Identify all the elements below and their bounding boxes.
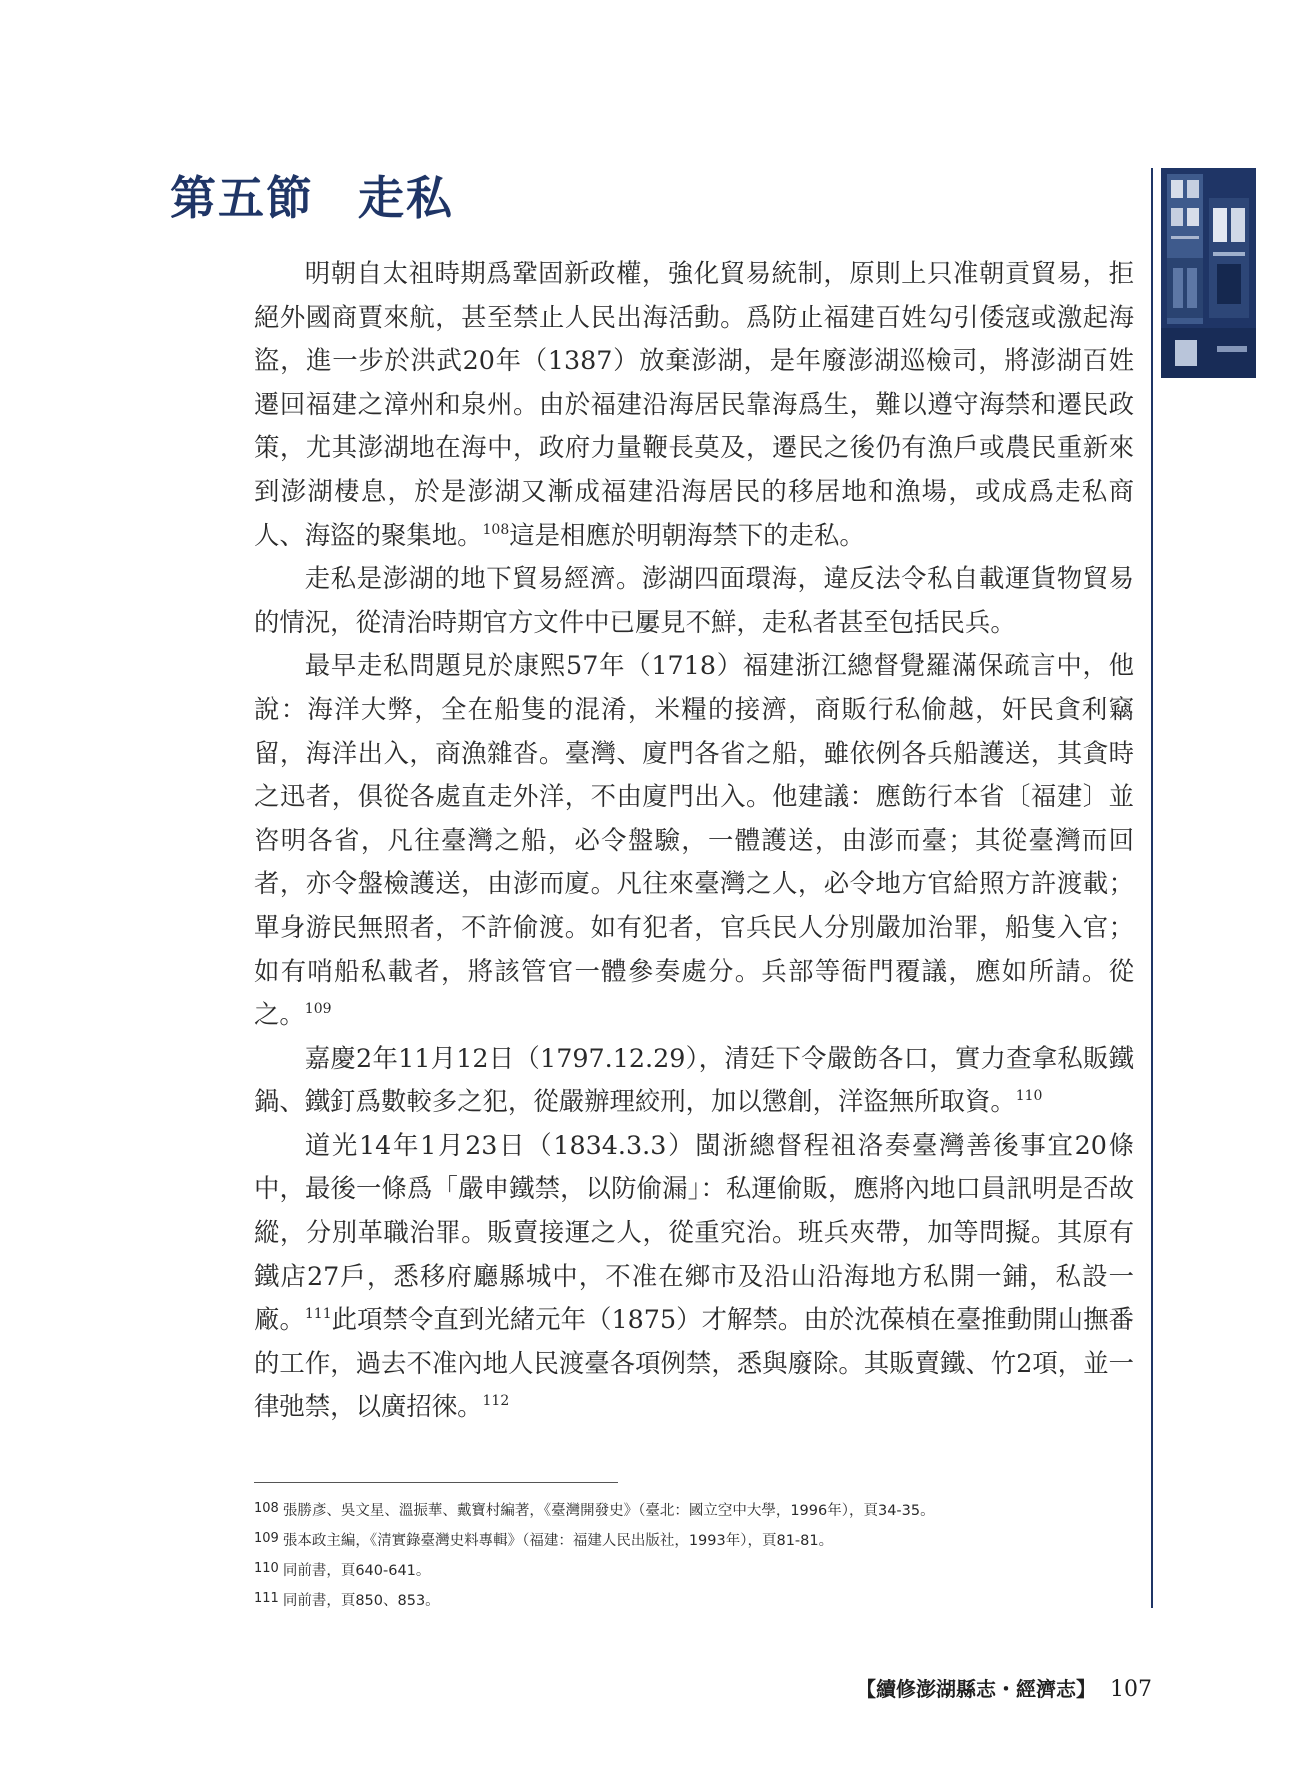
paragraph-text: 此項禁令直到光緒元年（1875）才解禁。由於沈葆楨在臺推動開山撫番的工作，過去不准內地人民渡臺各項例禁，悉與廢除。其販賣鐵、竹2項，並一律弛禁，以廣招徠。 bbox=[254, 1304, 1135, 1422]
footnote-ref[interactable]: 110 bbox=[1015, 1088, 1043, 1105]
footnote-number: 111 bbox=[254, 1591, 279, 1606]
section-heading bbox=[170, 162, 454, 228]
footnote-item bbox=[254, 1525, 1134, 1555]
paragraph-4 bbox=[254, 1037, 1134, 1124]
footnote-ref[interactable]: 111 bbox=[304, 1306, 332, 1323]
footnote-item bbox=[254, 1585, 1134, 1615]
footnote-item bbox=[254, 1555, 1134, 1585]
footnote-text: 同前書，頁640-641。 bbox=[282, 1563, 431, 1579]
footnote-ref[interactable]: 108 bbox=[482, 521, 510, 538]
paragraph-text: 道光14年1月23日（1834.3.3）閩浙總督程祖洛奏臺灣善後事宜20條中，最後一條爲「嚴申鐵禁，以防偷漏」：私運偷販，應將內地口員訊明是否故縱，分別革職治罪。販賣接運之人，從重究治。班兵夾帶，加等問擬。其原有鐵店27戶，悉移府廳縣城中，不准在鄉市及沿山沿海地方私開一鋪，私設一廠。 bbox=[254, 1129, 1134, 1335]
paragraph-1 bbox=[254, 252, 1134, 557]
side-divider bbox=[1151, 168, 1153, 1608]
paragraph-text: 最早走私問題見於康熙57年（1718）福建浙江總督覺羅滿保疏言中，他說：海洋大弊，全在船隻的混淆，米糧的接濟，商販行私偷越，奸民貪利竊留，海洋出入，商漁雜沓。臺灣、廈門各省之船，雖依例各兵船護送，其貪時之迅者，俱從各處直走外洋，不由廈門出入。他建議：應飭行本省〔福建〕並咨明各省，凡往臺灣之船，必令盤驗，一體護送，由澎而臺；其從臺灣而回者，亦令盤檢護送，由澎而廈。凡往來臺灣之人，必令地方官給照方許渡載；單身游民無照者，不許偷渡。如有犯者，官兵民人分別嚴加治罪，船隻入官；如有哨船私載者，將該管官一體參奏處分。兵部等衙門覆議，應如所請。從之。 bbox=[254, 650, 1134, 1030]
footnote-number: 109 bbox=[254, 1531, 279, 1546]
paragraph-text: 走私是澎湖的地下貿易經濟。澎湖四面環海，違反法令私自載運貨物貿易的情況，從清治時期官方文件中已屢見不鮮，走私者甚至包括民兵。 bbox=[254, 563, 1134, 637]
footnote-ref[interactable]: 109 bbox=[304, 1001, 332, 1018]
footnote-divider bbox=[254, 1482, 618, 1483]
paragraph-2 bbox=[254, 557, 1134, 644]
paragraph-text: 這是相應於明朝海禁下的走私。 bbox=[509, 519, 865, 550]
paragraph-text: 明朝自太祖時期爲鞏固新政權，強化貿易統制，原則上只准朝貢貿易，拒絕外國商賈來航，甚至禁止人民出海活動。爲防止福建百姓勾引倭寇或激起海盜，進一步於洪武20年（1387）放棄澎湖，是年廢澎湖巡檢司，將澎湖百姓遷回福建之漳州和泉州。由於福建沿海居民靠海爲生，難以遵守海禁和遷民政策，尤其澎湖地在海中，政府力量鞭長莫及，遷民之後仍有漁戶或農民重新來到澎湖棲息，於是澎湖又漸成福建沿海居民的移居地和漁場，或成爲走私商人、海盜的聚集地。 bbox=[254, 258, 1134, 550]
footnote-text: 同前書，頁850、853。 bbox=[282, 1593, 440, 1609]
page-number: 107 bbox=[1110, 1677, 1152, 1702]
book-title: 【續修澎湖縣志・經濟志】 bbox=[856, 1677, 1096, 1701]
paragraph-3 bbox=[254, 644, 1134, 1036]
section-label: 第五節 bbox=[170, 171, 314, 225]
running-footer bbox=[856, 1673, 1152, 1702]
paragraph-5 bbox=[254, 1124, 1134, 1429]
footnote-text: 張勝彥、吳文星、溫振華、戴寶村編著，《臺灣開發史》（臺北：國立空中大學，1996年），頁34-35。 bbox=[282, 1503, 935, 1519]
footnote-ref[interactable]: 112 bbox=[482, 1393, 510, 1410]
main-body bbox=[254, 252, 1134, 1429]
footnote-number: 108 bbox=[254, 1501, 279, 1516]
footnote-text: 張本政主編，《清實錄臺灣史料專輯》（福建：福建人民出版社，1993年），頁81-81。 bbox=[282, 1533, 834, 1549]
paragraph-text: 嘉慶2年11月12日（1797.12.29），清廷下令嚴飭各口，實力查拿私販鐵鍋、鐵釘爲數較多之犯，從嚴辦理絞刑，加以懲創，洋盜無所取資。 bbox=[254, 1042, 1134, 1117]
footnote-item bbox=[254, 1495, 1134, 1525]
building-photo bbox=[1161, 168, 1256, 378]
footnotes bbox=[254, 1495, 1134, 1615]
footnote-number: 110 bbox=[254, 1561, 279, 1576]
section-title: 走私 bbox=[358, 171, 454, 225]
